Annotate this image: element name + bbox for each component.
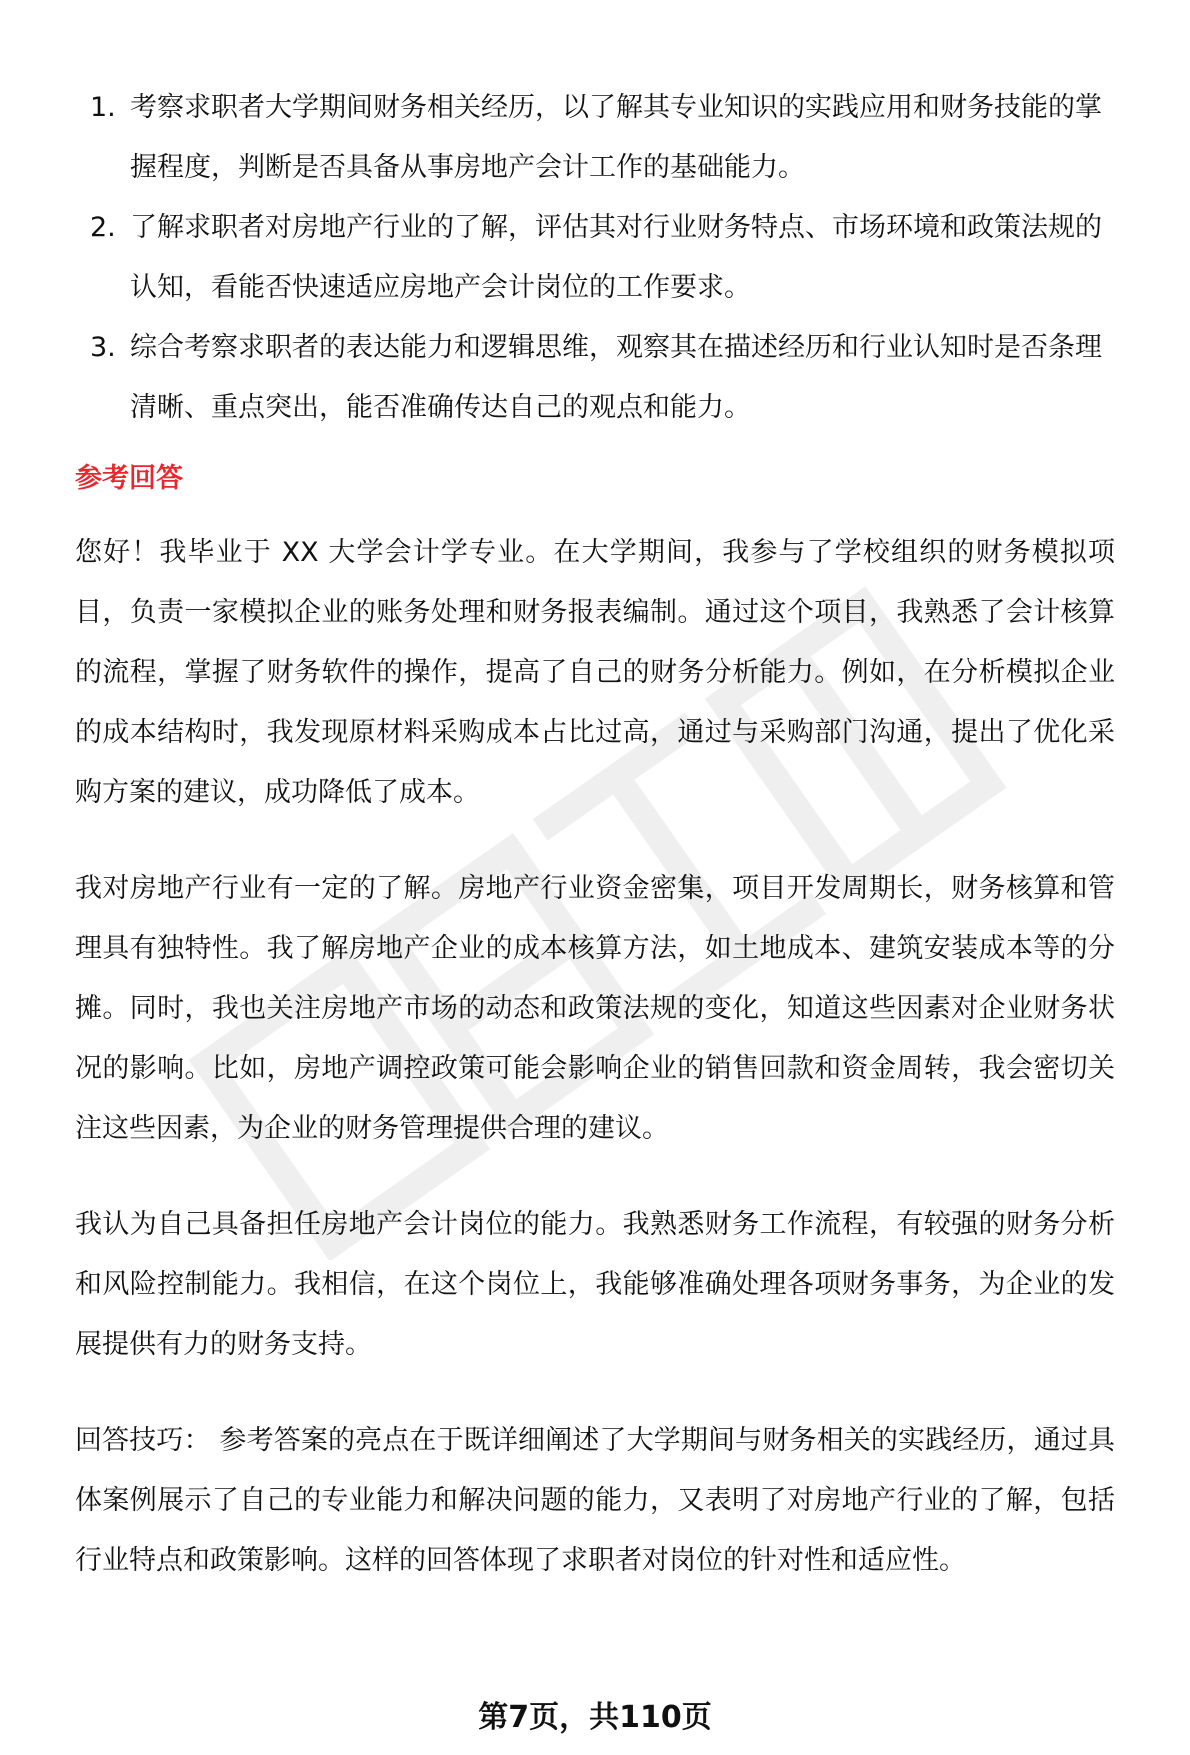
answer-paragraph-industry: 我对房地产行业有一定的了解。房地产行业资金密集，项目开发周期长，财务核算和管理具有独特性。我了解房地产企业的成本核算方法，如土地成本、建筑安装成本等的分摊。同时，我也关注房地产市场的动态和政策法规的变化，知道这些因素对企业财务状况的影响。比如，房地产调控政策可能会影响企业的销售回款和资金周转，我会密切关注这些因素，为企业的财务管理提供合理的建议。 [75, 873, 1115, 1144]
list-item-number: 1. [90, 92, 116, 123]
page-number-footer: 第7页，共110页 [478, 1700, 712, 1735]
question-purpose-list [75, 78, 1115, 438]
answer-tips-paragraph: 回答技巧： 参考答案的亮点在于既详细阐述了大学期间与财务相关的实践经历，通过具体案例展示了自己的专业能力和解决问题的能力，又表明了对房地产行业的了解，包括行业特点和政策影响。这样的回答体现了求职者对岗位的针对性和适应性。 [75, 1425, 1115, 1576]
list-item-number: 3. [90, 332, 116, 363]
answer-paragraph-capability: 我认为自己具备担任房地产会计岗位的能力。我熟悉财务工作流程，有较强的财务分析和风险控制能力。我相信，在这个岗位上，我能够准确处理各项财务事务，为企业的发展提供有力的财务支持。 [75, 1209, 1115, 1360]
list-item-number: 2. [90, 212, 116, 243]
reference-answer-heading: 参考回答 [75, 463, 183, 494]
list-item-text: 考察求职者大学期间财务相关经历，以了解其专业知识的实践应用和财务技能的掌握程度，判断是否具备从事房地产会计工作的基础能力。 [130, 92, 1102, 183]
list-item [75, 198, 1115, 318]
list-item [75, 78, 1115, 198]
answer-paragraph-experience: 您好！我毕业于 XX 大学会计学专业。在大学期间，我参与了学校组织的财务模拟项目，负责一家模拟企业的账务处理和财务报表编制。通过这个项目，我熟悉了会计核算的流程，掌握了财务软件的操作，提高了自己的财务分析能力。例如，在分析模拟企业的成本结构时，我发现原材料采购成本占比过高，通过与采购部门沟通，提出了优化采购方案的建议，成功降低了成本。 [75, 537, 1115, 808]
list-item [75, 318, 1115, 438]
list-item-text: 综合考察求职者的表达能力和逻辑思维，观察其在描述经历和行业认知时是否条理清晰、重点突出，能否准确传达自己的观点和能力。 [130, 332, 1102, 423]
list-item-text: 了解求职者对房地产行业的了解，评估其对行业财务特点、市场环境和政策法规的认知，看能否快速适应房地产会计岗位的工作要求。 [130, 212, 1102, 303]
